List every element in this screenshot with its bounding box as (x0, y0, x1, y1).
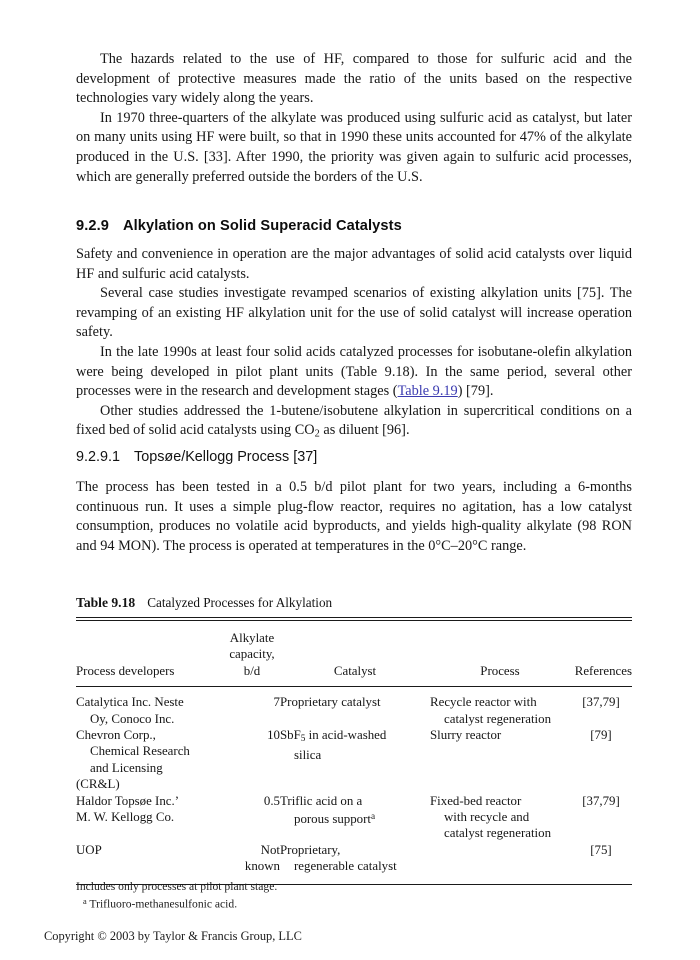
cell-catalyst (280, 694, 430, 727)
catalyst-line: silica (294, 748, 322, 763)
catalyst-formula-tail: in acid-washed (305, 728, 387, 743)
cell-capacity (224, 793, 280, 842)
cell-references: [37,79] (582, 695, 620, 710)
table-header (76, 621, 632, 686)
table-919-link[interactable]: Table 9.19 (397, 383, 458, 400)
process-line: Slurry reactor (430, 728, 502, 743)
cell-capacity (224, 694, 280, 727)
process-line: Fixed-bed reactor (430, 793, 522, 808)
header-capacity-stack (224, 630, 280, 679)
footnote-a (76, 894, 632, 912)
process-line: Recycle reactor with (430, 695, 537, 710)
table-header-row (76, 630, 632, 679)
process-line: catalyst regeneration (444, 711, 552, 726)
header-process: Process (480, 663, 520, 678)
section-heading-929 (76, 217, 632, 236)
footnote-a-marker: a (83, 897, 87, 907)
header-alkylate-capacity (224, 630, 280, 679)
paragraph-late-1990s-tail: ) [79]. (457, 383, 494, 400)
developer-line: (CR&L) (76, 777, 120, 792)
developer-line: and Licensing (90, 760, 163, 775)
table-caption-text: Catalyzed Processes for Alkylation (147, 595, 333, 610)
catalyst-line (280, 809, 430, 827)
solid-acid-paragraph-block (76, 245, 632, 444)
paragraph-late-1990s-lead: In the late 1990s at least four solid acids catalyzed processes for isobutane-olefin alkylation were being developed in pilot plant units (Table 9.18). In the same period, several other processes were in the research and development stages ( (76, 343, 632, 400)
copyright-line: Copyright © 2003 by Taylor & Francis Group, LLC (44, 929, 302, 943)
paragraph-supercritical (76, 402, 632, 444)
table-header-spacer (76, 621, 632, 630)
paragraph-late-1990s (76, 343, 632, 402)
header-process-developers: Process developers (76, 663, 175, 678)
table-row (76, 694, 632, 727)
process-line: with recycle and (444, 810, 530, 825)
cell-capacity (224, 842, 280, 875)
catalyst-line-text: porous support (294, 811, 371, 826)
footnote-general: Includes only processes at pilot plant stage. (76, 880, 278, 893)
paragraph-supercritical-part1: Other studies addressed the 1-butene/isobutene alkylation in supercritical conditions on a fixed bed of solid acid catalysts using CO (76, 402, 632, 439)
capacity-line: 10 (267, 728, 280, 743)
subsection-number: 9.2.9.1 (76, 449, 121, 465)
table-918 (76, 594, 632, 885)
cell-developers (76, 793, 224, 842)
process-paragraph-block (76, 478, 632, 556)
table-body-top-spacer (76, 687, 632, 694)
developer-line: UOP (76, 842, 102, 857)
table-row (76, 727, 632, 793)
catalyst-formula-base: SbF (280, 728, 301, 743)
cell-catalyst (280, 842, 430, 875)
catalyst-line: Triflic acid on a (280, 793, 363, 808)
table-row (76, 842, 632, 875)
catalyst-line: Proprietary catalyst (280, 695, 381, 710)
cell-developers (76, 727, 224, 793)
header-capacity-line2: capacity, (229, 647, 275, 662)
catalyst-line: Proprietary, (280, 842, 341, 857)
paragraph-hazards: The hazards related to the use of HF, compared to those for sulfuric acid and the development of protective measures made the ratio of the units based on the respective technologies vary widely along the years. (76, 51, 632, 107)
paragraph-case-studies: Several case studies investigate revamped scenarios of existing alkylation units [75]. The revamping of an existing HF alkylation unit for the use of solid catalyst will increase operation safety. (76, 285, 632, 341)
intro-paragraph-block (76, 50, 632, 187)
catalyst-line (280, 727, 430, 747)
footnote-a-text: Trifluoro-methanesulfonic acid. (89, 897, 238, 911)
cell-developers (76, 842, 224, 875)
cell-references: [75] (590, 842, 612, 857)
catalyst-formula-subscript: 5 (300, 734, 306, 745)
table-caption-label: Table 9.18 (76, 595, 136, 610)
catalyst-line: regenerable catalyst (294, 859, 397, 874)
capacity-line: 0.5 (263, 793, 280, 808)
capacity-line: 7 (273, 695, 280, 710)
header-capacity-line1: Alkylate (229, 631, 275, 645)
cell-process (430, 694, 570, 727)
cell-process (430, 727, 570, 793)
header-references: References (574, 663, 632, 678)
developer-line: M. W. Kellogg Co. (76, 810, 175, 825)
cell-process (430, 793, 570, 842)
co2-subscript: 2 (314, 428, 320, 440)
paragraph-1970-alkylate: In 1970 three-quarters of the alkylate was produced using sulfuric acid as catalyst, but later on many units using HF were built, so that in 1990 these units accounted for 47% of the alkylate produced in the U.S. [33]. After 1990, the priority was given again to sulfuric acid processes, which are generally preferred outside the borders of the U.S. (76, 109, 632, 185)
developer-line: Catalytica Inc. Neste (76, 695, 184, 710)
cell-capacity (224, 727, 280, 793)
cell-process (430, 842, 570, 875)
paragraph-supercritical-part2: as diluent [96]. (319, 422, 410, 439)
subsection-heading-block (76, 448, 632, 467)
paragraph-safety-convenience: Safety and convenience in operation are the major advantages of solid acid catalysts over liquid HF and sulfuric acid catalysts. (76, 246, 632, 282)
developer-line: Chevron Corp., (76, 728, 156, 743)
header-capacity-line3: b/d (243, 663, 261, 678)
capacity-line: Not (260, 842, 280, 857)
section-title: Alkylation on Solid Superacid Catalysts (122, 218, 402, 234)
cell-catalyst (280, 793, 430, 842)
section-heading-block (76, 217, 632, 236)
cell-references: [79] (590, 728, 612, 743)
subsection-heading-9291 (76, 448, 632, 467)
table-header-bottom-spacer (76, 679, 632, 686)
developer-line: Haldor Topsøe Inc.’ (76, 793, 180, 808)
table-caption (76, 594, 632, 611)
cell-catalyst (280, 727, 430, 793)
header-catalyst: Catalyst (333, 663, 377, 678)
developer-line: Chemical Research (90, 744, 190, 759)
developer-line: Oy, Conoco Inc. (90, 711, 175, 726)
paragraph-topsoe-process: The process has been tested in a 0.5 b/d pilot plant for two years, including a 6-months continuous run. It uses a simple plug-flow reactor, requires no agitation, has a low catalyst consumption, produces no volatile acid byproducts, and yields high-quality alkylate (98 RON and 94 MON). The process is operated at temperatures in the 0°C–20°C range. (76, 479, 632, 554)
table-918-body (76, 687, 632, 883)
section-number: 9.2.9 (76, 218, 109, 234)
subsection-title: Topsøe/Kellogg Process [37] (134, 449, 318, 465)
table-918-grid (76, 621, 632, 686)
cell-references: [37,79] (582, 793, 620, 808)
capacity-line: known (244, 859, 280, 874)
cell-developers (76, 694, 224, 727)
process-line: catalyst regeneration (444, 826, 552, 841)
footnote-marker-a: a (371, 812, 376, 823)
table-footnotes (76, 879, 632, 912)
table-row (76, 793, 632, 842)
